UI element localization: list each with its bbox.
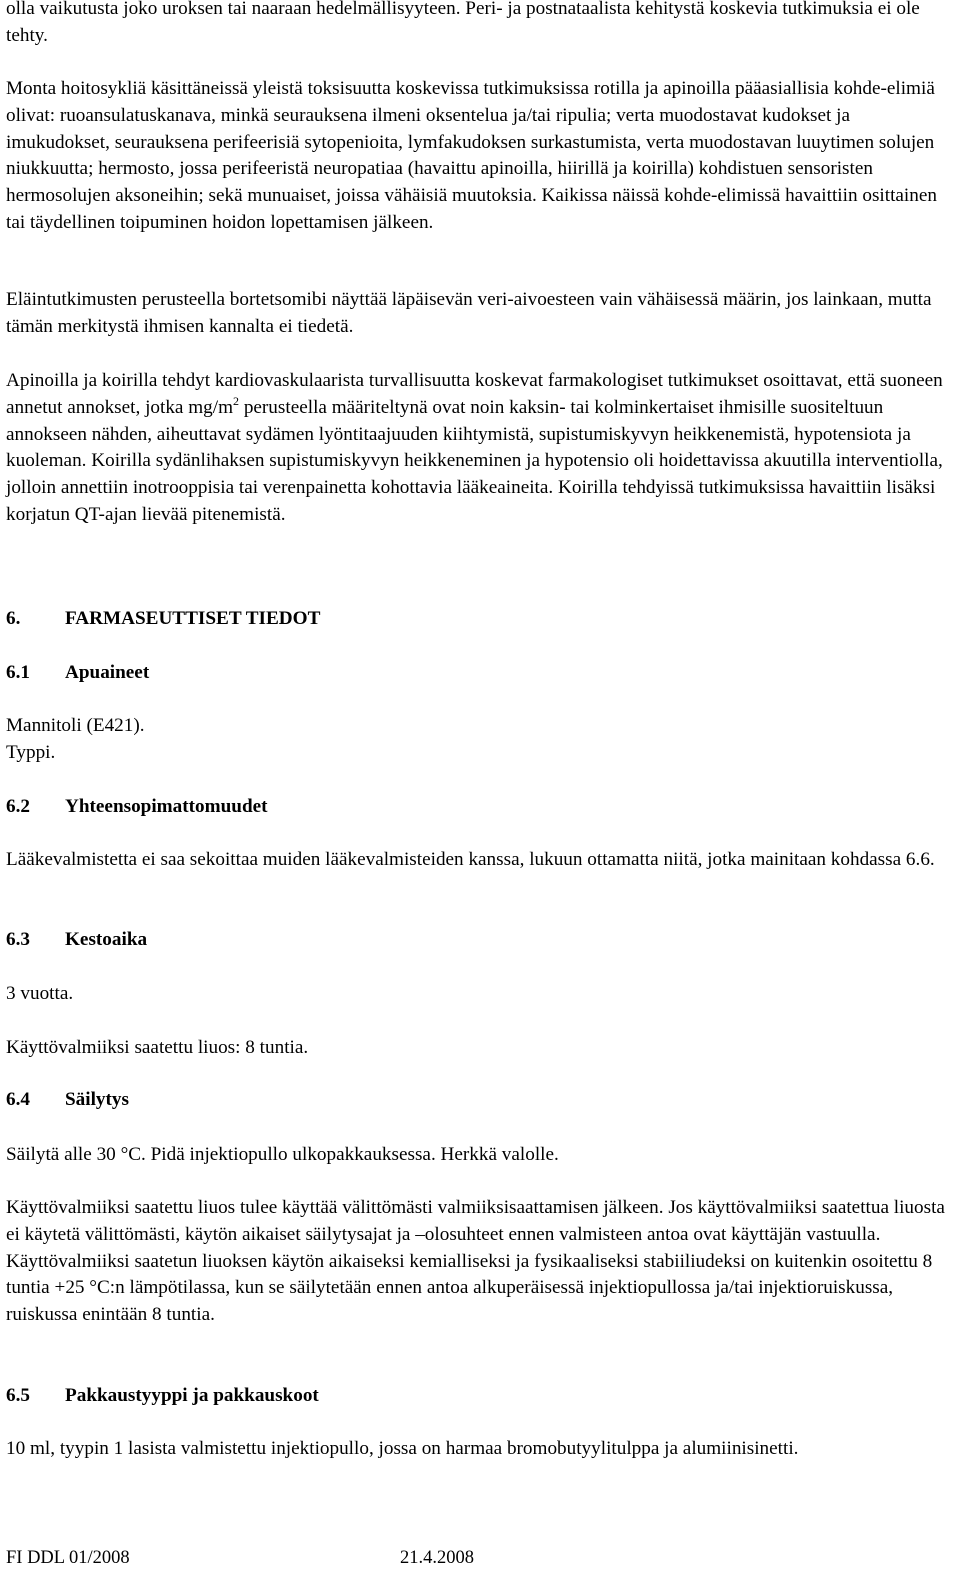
paragraph-blood-brain-barrier: Eläintutkimusten perusteella bortetsomibi näyttää läpäisevän veri-aivoesteen vain vähäisessä määrin, jos lainkaan, mutta tämän merkitystä ihmisen kannalta ei tiedetä. bbox=[6, 289, 932, 337]
section-title: Kestoaika bbox=[65, 929, 148, 950]
paragraph-fertility: olla vaikutusta joko uroksen tai naaraan hedelmällisyyteen. Peri- ja postnataalista kehitystä koskevia tutkimuksia ei ole tehty. bbox=[6, 0, 920, 46]
paragraph-shelf-life: 3 vuotta. bbox=[6, 983, 74, 1004]
section-heading-6-2 bbox=[6, 794, 268, 821]
section-heading-6-3 bbox=[6, 927, 147, 954]
paragraph-packaging: 10 ml, tyypin 1 lasista valmistettu injektiopullo, jossa on harmaa bromobutyylitulppa ja alumiinisinetti. bbox=[6, 1438, 799, 1459]
section-title: Säilytys bbox=[65, 1089, 129, 1110]
section-number: 6.4 bbox=[6, 1089, 30, 1110]
footer-document-id: FI DDL 01/2008 bbox=[6, 1548, 130, 1568]
paragraph-storage: Säilytä alle 30 °C. Pidä injektiopullo ulkopakkauksessa. Herkkä valolle. bbox=[6, 1144, 559, 1165]
page-footer bbox=[6, 1545, 956, 1575]
section-number: 6. bbox=[6, 608, 21, 629]
section-number: 6.2 bbox=[6, 796, 30, 817]
paragraph-toxicity: Monta hoitosykliä käsittäneissä yleistä toksisuutta koskevissa tutkimuksissa rotilla ja apinoilla pääasiallisia kohde-elimiä olivat: ruoansulatuskanava, minkä seurauksena ilmeni oksentelua ja/tai ripulia; verta muodostavat kudokset ja imukudokset, seurauksena perifeerisiä sytopenioita, lymfakudoksen surkastumista, verta muodostavan luuytimen solujen niukkuutta; hermosto, jossa perifeeristä neuropatiaa (havaittu apinoilla, hiirillä ja koirilla) kohdistuen sensoristen hermosolujen aksoneihin; sekä munuaiset, joissa vähäisiä muutoksia. Kaikissa näissä kohde-elimissä havaittiin osittainen tai täydellinen toipuminen hoidon lopettamisen jälkeen. bbox=[6, 78, 937, 233]
paragraph-cardiovascular-part2: perusteella määriteltynä ovat noin kaksin- tai kolminkertaiset ihmisille suositeltuun annokseen nähden, aiheuttavat sydämen lyöntitaajuuden kiihtymistä, supistumiskyvyn heikkenemistä, hypotensiota ja kuoleman. Koirilla sydänlihaksen supistumiskyvyn heikkeneminen ja hypotensio oli hoidettavissa akuutilla interventiolla, jolloin annettiin inotrooppisia tai verenpainetta kohottavia lääkeaineita. Koirilla tehdyissä tutkimuksissa havaittiin lisäksi korjatun QT-ajan lievää pitenemistä. bbox=[6, 396, 943, 525]
superscript-exponent: 2 bbox=[233, 393, 240, 408]
section-title: Pakkaustyyppi ja pakkauskoot bbox=[65, 1385, 319, 1406]
paragraph-incompatibilities: Lääkevalmistetta ei saa sekoittaa muiden lääkevalmisteiden kanssa, lukuun ottamatta niitä, jotka mainitaan kohdassa 6.6. bbox=[6, 849, 935, 870]
section-title: FARMASEUTTISET TIEDOT bbox=[65, 608, 321, 629]
section-title: Yhteensopimattomuudet bbox=[65, 796, 268, 817]
paragraph-cardiovascular-part1: Apinoilla ja koirilla tehdyt kardiovaskulaarista turvallisuutta koskevat farmakologiset tutkimukset osoittavat, että suoneen annetut annokset, jotka mg/m bbox=[6, 370, 943, 418]
paragraph-reconstituted-shelf-life: Käyttövalmiiksi saatettu liuos: 8 tuntia. bbox=[6, 1037, 309, 1058]
excipient-item: Mannitoli (E421). bbox=[6, 715, 145, 736]
footer-date: 21.4.2008 bbox=[400, 1548, 474, 1568]
section-number: 6.1 bbox=[6, 662, 30, 683]
section-heading-6-5 bbox=[6, 1383, 319, 1410]
section-heading-6-1 bbox=[6, 660, 149, 687]
section-heading-6-4 bbox=[6, 1087, 129, 1114]
excipient-item: Typpi. bbox=[6, 742, 56, 763]
section-number: 6.5 bbox=[6, 1385, 30, 1406]
paragraph-storage-reconstituted: Käyttövalmiiksi saatettu liuos tulee käyttää välittömästi valmiiksisaattamisen jälkeen. Jos käyttövalmiiksi saatettua liuosta ei käytetä välittömästi, käytön aikaiset säilytysajat ja –olosuhteet ennen valmisteen antoa ovat käyttäjän vastuulla. Käyttövalmiiksi saatetun liuoksen käytön aikaiseksi kemialliseksi ja fysikaaliseksi stabiiliudeksi on kuitenkin osoitettu 8 tuntia +25 °C:n lämpötilassa, kun se säilytetään ennen antoa alkuperäisessä injektiopullossa ja/tai injektioruiskussa, ruiskussa enintään 8 tuntia. bbox=[6, 1197, 945, 1326]
paragraph-cardiovascular bbox=[6, 368, 956, 529]
section-title: Apuaineet bbox=[65, 662, 150, 683]
section-number: 6.3 bbox=[6, 929, 30, 950]
section-heading-6 bbox=[6, 606, 320, 633]
